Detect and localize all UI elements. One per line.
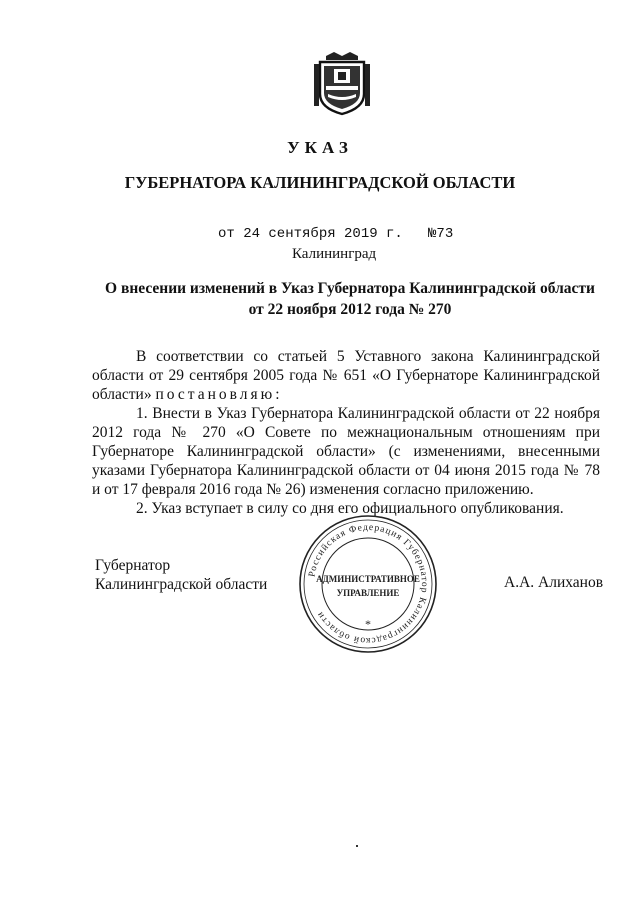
document-body <box>92 347 600 518</box>
stamp-center-line-1: АДМИНИСТРАТИВНОЕ <box>316 574 420 584</box>
official-stamp <box>296 512 440 656</box>
stamp-center-line-2: УПРАВЛЕНИЕ <box>336 588 400 598</box>
subject-line-1: О внесении изменений в Указ Губернатора Калининградской области <box>105 280 595 297</box>
signatory-name: А.А. Алиханов <box>504 574 604 591</box>
issuing-authority: ГУБЕРНАТОРА КАЛИНИНГРАДСКОЙ ОБЛАСТИ <box>124 173 516 192</box>
preamble-text: В соответствии со статьей 5 Уставного закона Калининградской области от 29 сентября 2005 года № 651 «О Губернаторе Калининградской области» <box>92 348 600 403</box>
subject-line-2: от 22 ноября 2012 года № 270 <box>248 301 452 318</box>
date-and-number: от 24 сентября 2019 г. №73 <box>218 226 454 242</box>
signatory-position-line-2: Калининградской области <box>95 576 268 593</box>
stamp-star: * <box>365 617 371 631</box>
document-subject <box>0 278 640 320</box>
page-speck <box>356 845 358 847</box>
resolution-word: постановляю: <box>155 386 283 403</box>
city: Калининград <box>292 246 377 262</box>
document-type-title: УКАЗ <box>287 138 353 157</box>
stamp-ring-text: Российская Федерация Губернатор Калининградской области <box>307 522 430 646</box>
preamble-paragraph <box>92 347 600 404</box>
coat-of-arms-icon <box>312 50 372 116</box>
clause-1-paragraph: 1. Внести в Указ Губернатора Калининградской области от 22 ноября 2012 года № 270 «О Совете по межнациональным отношениям при Губернаторе Калининградской области» (с изменениями, внесенными указами Губернатора Калининградской области от 04 июня 2015 года № 78 и от 17 февраля 2016 года № 26) изменения согласно приложению. <box>92 405 600 498</box>
signatory-position-line-1: Губернатор <box>95 557 171 574</box>
clause-2-paragraph: 2. Указ вступает в силу со дня его официального опубликования. <box>136 500 564 517</box>
signatory-position <box>95 556 267 594</box>
